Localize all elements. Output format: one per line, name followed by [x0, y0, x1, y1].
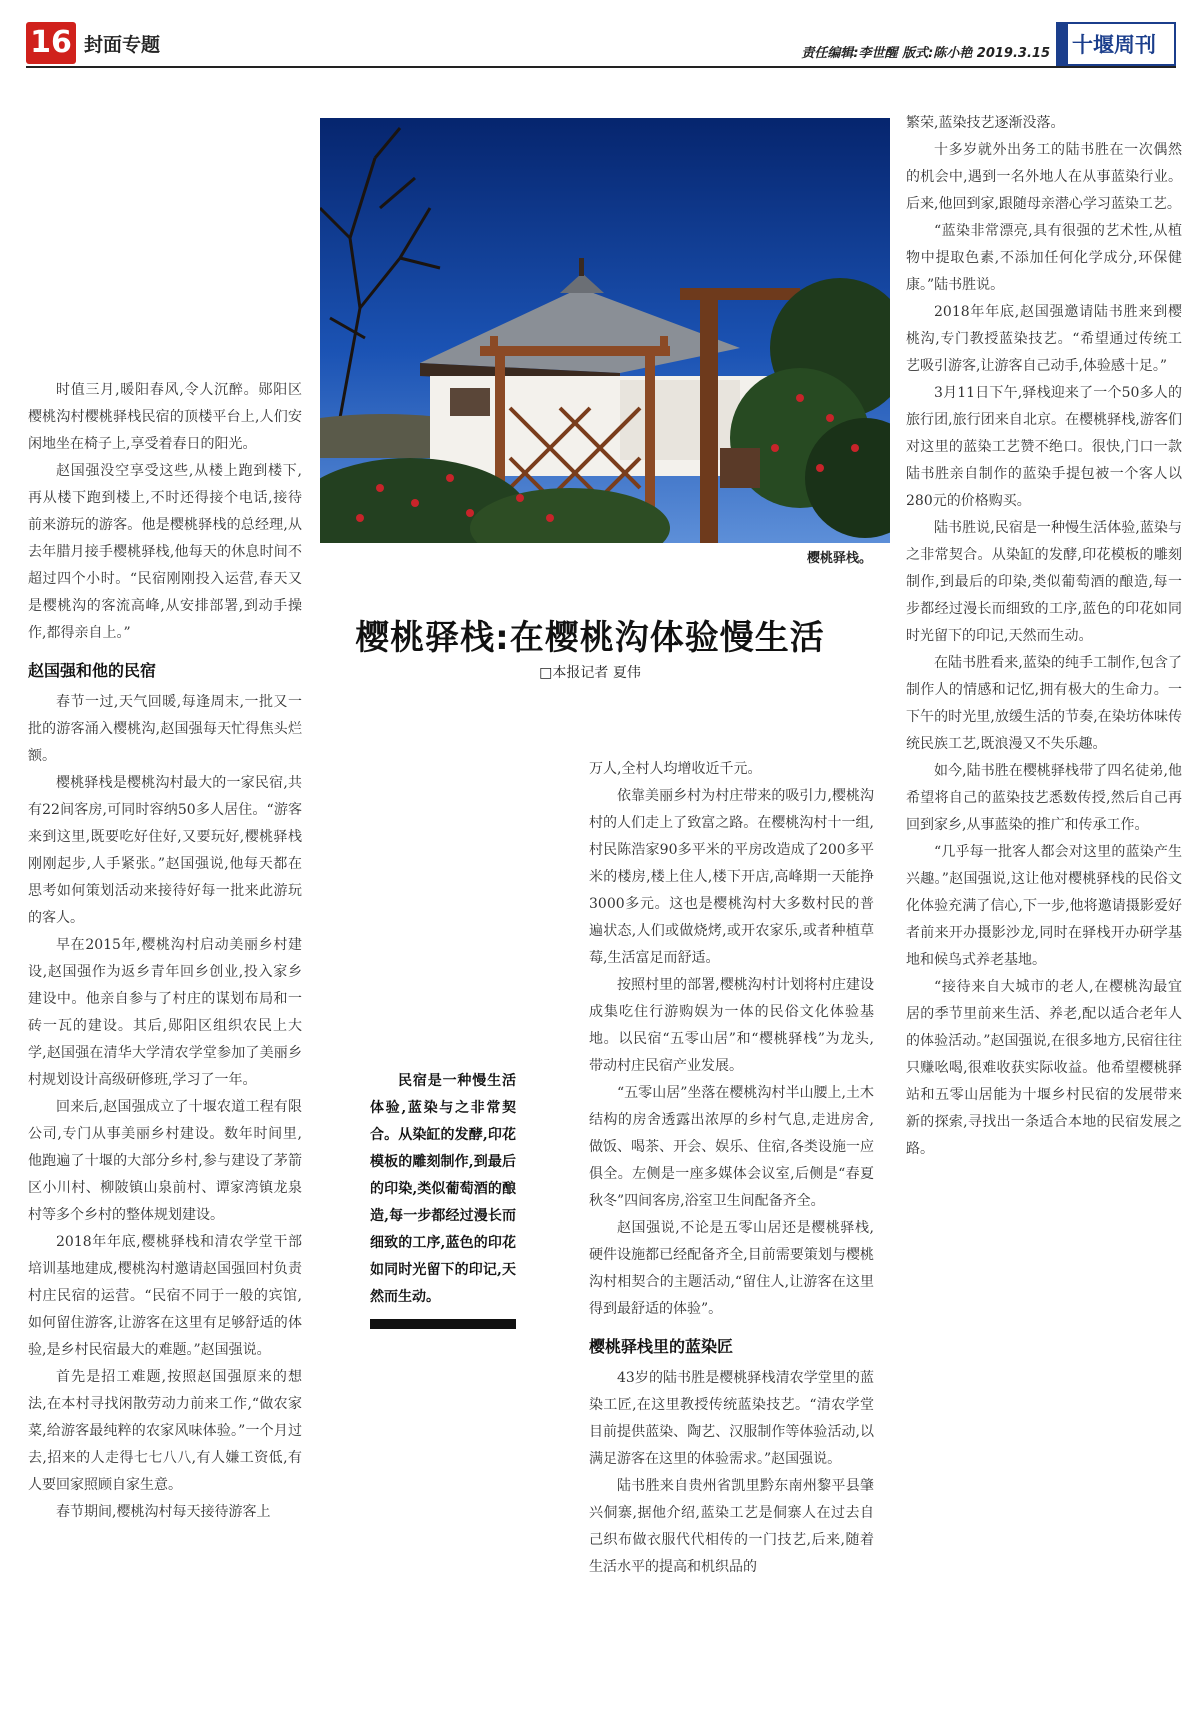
- article-headline: 樱桃驿栈:在樱桃沟体验慢生活: [355, 618, 825, 658]
- paragraph: 陆书胜说,民宿是一种慢生活体验,蓝染与之非常契合。从染缸的发酵,印花模板的雕刻制作,到最后的印染,类似葡萄酒的酿造,每一步都经过漫长而细致的工序,蓝色的印花如同时光留下的印记,天然而生动。: [906, 520, 1182, 644]
- paragraph: 按照村里的部署,樱桃沟村计划将村庄建设成集吃住行游购娱为一体的民俗文化体验基地。以民宿“五零山居”和“樱桃驿栈”为龙头,带动村庄民宿产业发展。: [589, 977, 874, 1074]
- editor-info: 责任编辑:李世醒 版式:陈小艳 2019.3.15: [801, 46, 1050, 61]
- text-column-3: [589, 756, 874, 1581]
- text-column-4: [906, 110, 1182, 1163]
- paragraph: 樱桃驿栈是樱桃沟村最大的一家民宿,共有22间客房,可同时容纳50多人居住。“游客来到这里,既要吃好住好,又要玩好,樱桃驿栈刚刚起步,人手紧张。”赵国强说,他每天都在思考如何策划活动来接待好每一批来此游玩的客人。: [28, 775, 302, 926]
- paragraph: “五零山居”坐落在樱桃沟村半山腰上,土木结构的房舍透露出浓厚的乡村气息,走进房舍,做饭、喝茶、开会、娱乐、住宿,各类设施一应俱全。左侧是一座多媒体会议室,后侧是“春夏秋冬”四间客房,浴室卫生间配备齐全。: [589, 1085, 874, 1209]
- subheading: 赵国强和他的民宿: [28, 661, 157, 680]
- page-header: [26, 22, 1176, 68]
- paragraph: 春节一过,天气回暖,每逢周末,一批又一批的游客涌入樱桃沟,赵国强每天忙得焦头烂额。: [28, 694, 302, 764]
- paragraph: 赵国强说,不论是五零山居还是樱桃驿栈,硬件设施都已经配备齐全,目前需要策划与樱桃沟村相契合的主题活动,“留住人,让游客在这里得到最舒适的体验”。: [589, 1220, 874, 1317]
- paragraph: 早在2015年,樱桃沟村启动美丽乡村建设,赵国强作为返乡青年回乡创业,投入家乡建设中。他亲自参与了村庄的谋划布局和一砖一瓦的建设。其后,郧阳区组织农民上大学,赵国强在清华大学清农学堂参加了美丽乡村规划设计高级研修班,学习了一年。: [28, 937, 302, 1088]
- photo-caption: 樱桃驿栈。: [806, 551, 872, 566]
- section-title: 封面专题: [84, 34, 161, 56]
- paragraph: 依靠美丽乡村为村庄带来的吸引力,樱桃沟村的人们走上了致富之路。在樱桃沟村十一组,村民陈浩家90多平米的平房改造成了200多平米的楼房,楼上住人,楼下开店,高峰期一天能挣3000多元。这也是樱桃沟村大多数村民的普遍状态,人们或做烧烤,或开农家乐,或者种植草莓,生活富足而舒适。: [589, 788, 874, 966]
- paragraph: “蓝染非常漂亮,具有很强的艺术性,从植物中提取色素,不添加任何化学成分,环保健康。”陆书胜说。: [906, 223, 1182, 293]
- pull-quote-rule: [370, 1319, 516, 1329]
- paragraph: 在陆书胜看来,蓝染的纯手工制作,包含了制作人的情感和记忆,拥有极大的生命力。一下午的时光里,放缓生活的节奏,在染坊体味传统民族工艺,既浪漫又不失乐趣。: [906, 655, 1182, 752]
- paragraph: “几乎每一批客人都会对这里的蓝染产生兴趣。”赵国强说,这让他对樱桃驿栈的民俗文化体验充满了信心,下一步,他将邀请摄影爱好者前来开办摄影沙龙,同时在驿栈开办研学基地和候鸟式养老基地。: [906, 844, 1182, 968]
- article-photo: [320, 118, 890, 543]
- paragraph: 时值三月,暖阳春风,令人沉醉。郧阳区樱桃沟村樱桃驿栈民宿的顶楼平台上,人们安闲地坐在椅子上,享受着春日的阳光。: [28, 382, 302, 452]
- subheading: 樱桃驿栈里的蓝染匠: [589, 1337, 734, 1356]
- article-byline: □本报记者 夏伟: [539, 665, 641, 681]
- pull-quote: [370, 1068, 516, 1329]
- page-number: 16: [26, 22, 76, 64]
- paragraph: 十多岁就外出务工的陆书胜在一次偶然的机会中,遇到一名外地人在从事蓝染行业。后来,他回到家,跟随母亲潜心学习蓝染工艺。: [906, 142, 1182, 212]
- pull-quote-text: 民宿是一种慢生活体验,蓝染与之非常契合。从染缸的发酵,印花模板的雕刻制作,到最后的印染,类似葡萄酒的酿造,每一步都经过漫长而细致的工序,蓝色的印花如同时光留下的印记,天然而生动。: [370, 1073, 516, 1305]
- paragraph: 43岁的陆书胜是樱桃驿栈清农学堂里的蓝染工匠,在这里教授传统蓝染技艺。“清农学堂目前提供蓝染、陶艺、汉服制作等体验活动,以满足游客在这里的体验需求。”赵国强说。: [589, 1370, 874, 1467]
- paragraph: 繁荣,蓝染技艺逐渐没落。: [906, 115, 1065, 131]
- paragraph: 万人,全村人均增收近千元。: [589, 761, 762, 777]
- masthead-logo: [1056, 22, 1176, 66]
- header-rule: [26, 66, 1176, 68]
- paragraph: 赵国强没空享受这些,从楼上跑到楼下,再从楼下跑到楼上,不时还得接个电话,接待前来游玩的游客。他是樱桃驿栈的总经理,从去年腊月接手樱桃驿栈,他每天的休息时间不超过四个小时。“民宿刚刚投入运营,春天又是樱桃沟的客流高峰,从安排部署,到动手操作,都得亲自上。”: [28, 463, 302, 641]
- paragraph: 春节期间,樱桃沟村每天接待游客上: [56, 1504, 271, 1520]
- paragraph: 回来后,赵国强成立了十堰农道工程有限公司,专门从事美丽乡村建设。数年时间里,他跑遍了十堰的大部分乡村,参与建设了茅箭区小川村、柳陂镇山泉前村、谭家湾镇龙泉村等多个乡村的整体规划建设。: [28, 1099, 302, 1223]
- masthead-bar: [1058, 24, 1068, 64]
- text-column-1: [28, 377, 302, 1526]
- paragraph: 陆书胜来自贵州省凯里黔东南州黎平县肇兴侗寨,据他介绍,蓝染工艺是侗寨人在过去自己织布做衣服代代相传的一门技艺,后来,随着生活水平的提高和机织品的: [589, 1478, 874, 1575]
- paragraph: “接待来自大城市的老人,在樱桃沟最宜居的季节里前来生活、养老,配以适合老年人的体验活动。”赵国强说,在很多地方,民宿往往只赚吆喝,很难收获实际收益。他希望樱桃驿站和五零山居能为十堰乡村民宿的发展带来新的探索,寻找出一条适合本地的民宿发展之路。: [906, 979, 1182, 1157]
- paragraph: 首先是招工难题,按照赵国强原来的想法,在本村寻找闲散劳动力前来工作,“做农家菜,给游客最纯粹的农家风味体验。”一个月过去,招来的人走得七七八八,有人嫌工资低,有人要回家照顾自家生意。: [28, 1369, 302, 1493]
- paragraph: 3月11日下午,驿栈迎来了一个50多人的旅行团,旅行团来自北京。在樱桃驿栈,游客们对这里的蓝染工艺赞不绝口。很快,门口一款陆书胜亲自制作的蓝染手提包被一个客人以280元的价格购买。: [906, 385, 1182, 509]
- paragraph: 2018年年底,赵国强邀请陆书胜来到樱桃沟,专门教授蓝染技艺。“希望通过传统工艺吸引游客,让游客自己动手,体验感十足。”: [906, 304, 1182, 374]
- masthead-title: 十堰周刊: [1072, 32, 1156, 57]
- paragraph: 2018年年底,樱桃驿栈和清农学堂干部培训基地建成,樱桃沟村邀请赵国强回村负责村庄民宿的运营。“民宿不同于一般的宾馆,如何留住游客,让游客在这里有足够舒适的体验,是乡村民宿最大的难题。”赵国强说。: [28, 1234, 302, 1358]
- inn-photo-illustration: [320, 118, 890, 543]
- paragraph: 如今,陆书胜在樱桃驿栈带了四名徒弟,他希望将自己的蓝染技艺悉数传授,然后自己再回到家乡,从事蓝染的推广和传承工作。: [906, 763, 1182, 833]
